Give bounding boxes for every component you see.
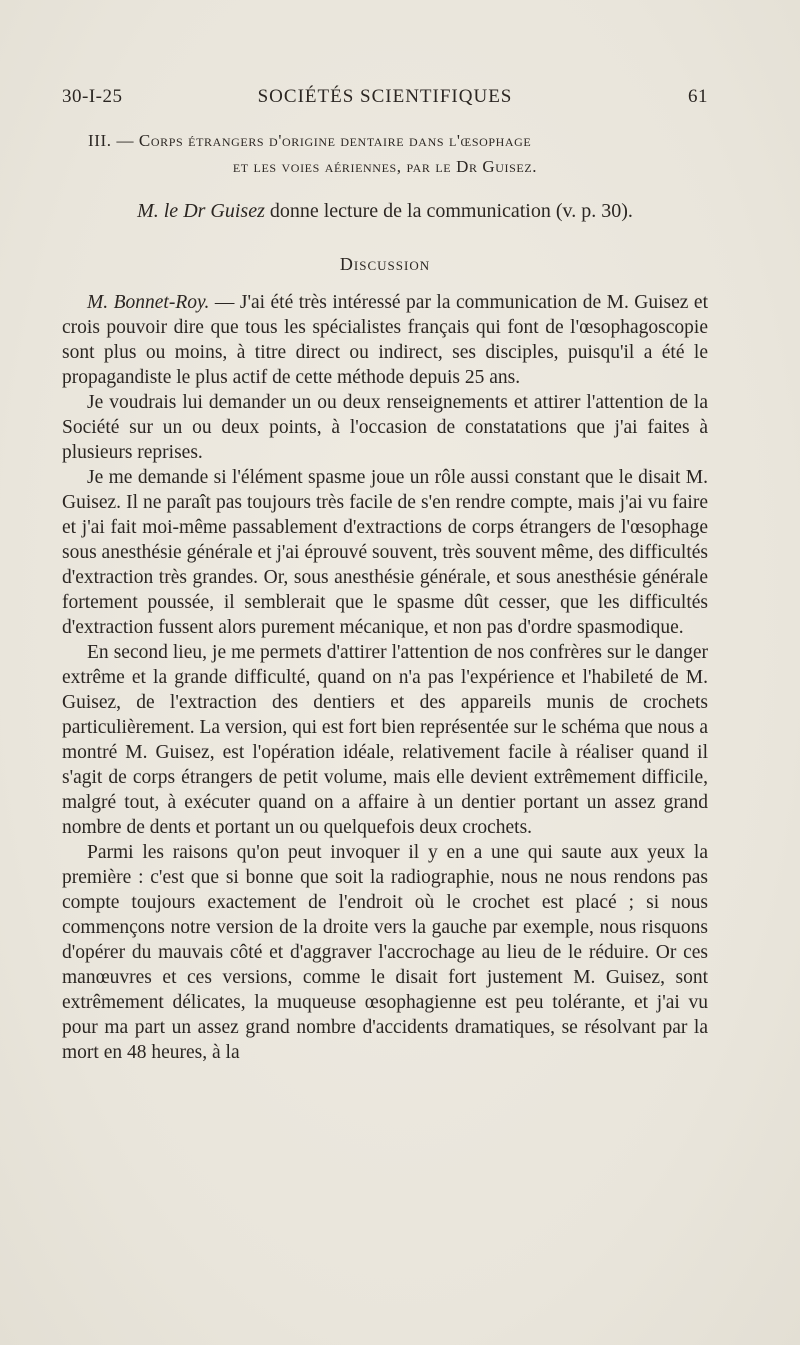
paragraph-2: Je voudrais lui demander un ou deux renseignements et attirer l'attention de la Société sur un ou deux points, à l'occasion de constatations que j'ai faites à plusieurs reprises. bbox=[62, 392, 708, 463]
intro-text: donne lecture de la communication (v. p. 30). bbox=[264, 200, 633, 222]
paragraph-1-text: — J'ai été très intéressé par la communication de M. Guisez et crois pouvoir dire que tous les spécialistes français qui font de l'œsophagoscopie sont plus ou moins, à titre direct ou indirect, ses disciples, puisqu'il a été le propagandiste le plus actif de cette méthode depuis 25 ans. bbox=[62, 292, 708, 388]
paragraph-4: En second lieu, je me permets d'attirer l'attention de nos confrères sur le danger extrême et la grande difficulté, quand on n'a pas l'expérience et l'habileté de M. Guisez, de l'extraction des dentiers et des appareils munis de crochets particulièrement. La version, qui est fort bien représentée sur le schéma que nous a montré M. Guisez, est l'opération idéale, relativement facile à réaliser quand il s'agit de corps étrangers de petit volume, mais elle devient extrêmement difficile, malgré tout, à exécuter quand on a affaire à un dentier portant un assez grand nombre de dents et portant un ou quelquefois deux crochets. bbox=[62, 642, 708, 838]
page-number: 61 bbox=[688, 86, 708, 107]
header-date: 30-I-25 bbox=[62, 86, 123, 107]
running-header bbox=[62, 86, 708, 112]
paragraph-5: Parmi les raisons qu'on peut invoquer il y en a une qui saute aux yeux la première : c'est que si bonne que soit la radiographie, nous ne nous rendons pas compte toujours exactement de l'endroit où le crochet est placé ; si nous commençons notre version de la droite vers la gauche par exemple, nous risquons d'opérer du mauvais côté et d'aggraver l'accrochage au lieu de le réduire. Or ces manœuvres et ces versions, comme le disait fort justement M. Guisez, sont extrêmement délicates, la muqueuse œsophagienne est peu tolérante, et j'ai vu pour ma part un assez grand nombre d'accidents dramatiques, se résolvant par la mort en 48 heures, à la bbox=[62, 842, 708, 1063]
article-title-line-2: et les voies aériennes, par le Dr Guisez. bbox=[232, 157, 538, 176]
intro-author: M. le Dr Guisez bbox=[137, 200, 265, 222]
header-section-title: SOCIÉTÉS SCIENTIFIQUES bbox=[257, 86, 513, 107]
intro-line bbox=[62, 200, 708, 223]
speaker-name: M. Bonnet-Roy. bbox=[87, 292, 210, 313]
paragraph-3: Je me demande si l'élément spasme joue un rôle aussi constant que le disait M. Guisez. Il ne paraît pas toujours très facile de s'en rendre compte, mais j'ai vu faire et j'ai fait moi-même passablement d'extractions de corps étrangers de l'œsophage sous anesthésie générale et j'ai éprouvé souvent, très souvent même, des difficultés d'extraction très grandes. Or, sous anesthésie générale, et sous anesthésie générale fortement poussée, il semblerait que le spasme dût cesser, que les difficultés d'extraction fussent alors purement mécanique, et non pas d'ordre spasmodique. bbox=[62, 467, 708, 638]
discussion-heading: Discussion bbox=[339, 254, 431, 274]
article-title-line-1: III. — Corps étrangers d'origine dentaire dans l'œsophage bbox=[88, 131, 532, 150]
article-body bbox=[62, 290, 708, 1065]
paragraph-1 bbox=[62, 290, 708, 390]
